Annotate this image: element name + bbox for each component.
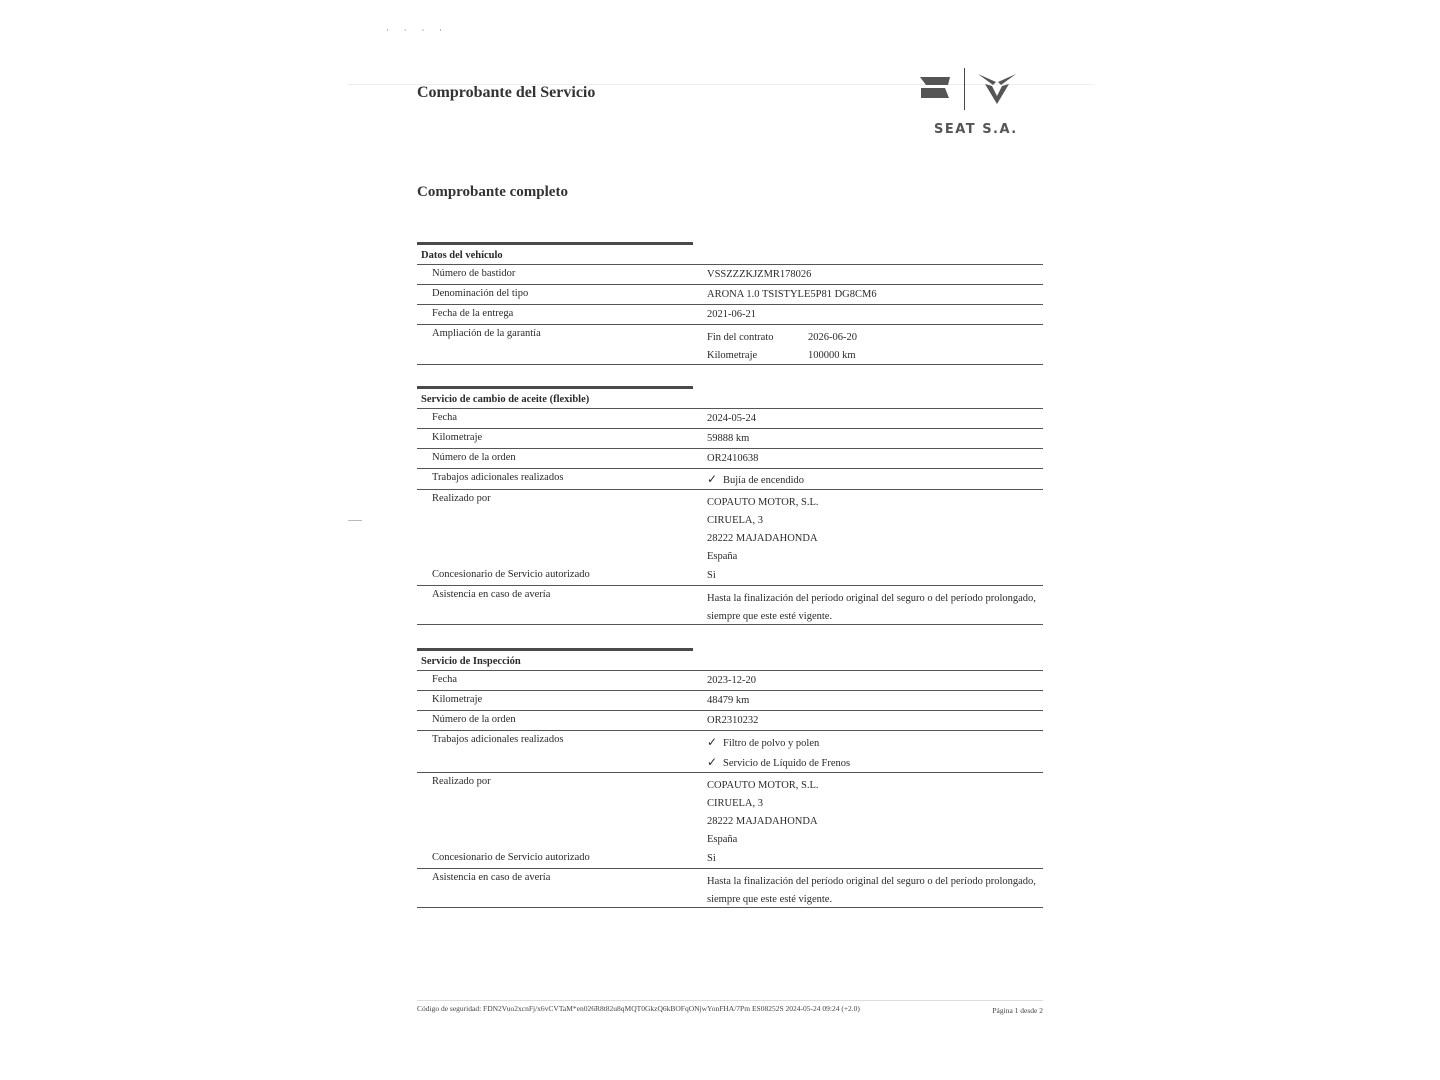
check-icon: ✓ <box>707 472 718 486</box>
type-value: ARONA 1.0 TSISTYLE5P81 DG8CM6 <box>707 289 877 300</box>
type-row <box>417 284 1043 304</box>
insp-km-value: 48479 km <box>707 695 750 706</box>
page-footer <box>417 1004 1043 1013</box>
extra-item: ✓ Filtro de polvo y polen <box>707 733 1043 754</box>
oil-extras-label: Trabajos adicionales realizados <box>432 472 564 483</box>
oil-date-value: 2024-05-24 <box>707 413 756 424</box>
section-title: Servicio de Inspección <box>421 656 521 667</box>
oil-order-row <box>417 448 1043 468</box>
oil-authorized-label: Concesionario de Servicio autorizado <box>432 569 590 580</box>
insp-date-label: Fecha <box>432 674 458 685</box>
oil-service-section <box>417 386 1043 625</box>
oil-km-row <box>417 428 1043 448</box>
insp-performed-by-row <box>417 772 1043 849</box>
cupra-logo <box>976 72 1018 106</box>
oil-order-label: Número de la orden <box>432 452 516 463</box>
insp-order-label: Número de la orden <box>432 714 516 725</box>
insp-authorized-value: Si <box>707 853 716 864</box>
insp-date-row <box>417 670 1043 690</box>
oil-authorized-value: Si <box>707 570 716 581</box>
dealer-country: España <box>707 551 738 562</box>
dealer-city: 28222 MAJADAHONDA <box>707 816 818 827</box>
security-code: Código de seguridad: FDN2Vuo2xcnFj/x6vCVTaM*en026R8t82u8qMQT0GkzQ6kBOFqONjwYonFHA/7Pm ES08252S 2024-05-24 09:24 (+2.0) <box>417 1004 860 1013</box>
delivery-date-row <box>417 304 1043 324</box>
oil-date-row <box>417 408 1043 428</box>
vehicle-data-section <box>417 242 1043 365</box>
logo-divider <box>964 68 965 110</box>
vin-row <box>417 264 1043 284</box>
dealer-name: COPAUTO MOTOR, S.L. <box>707 780 819 791</box>
insp-authorized-label: Concesionario de Servicio autorizado <box>432 852 590 863</box>
dealer-street: CIRUELA, 3 <box>707 798 763 809</box>
insp-performed-by-label: Realizado por <box>432 776 491 787</box>
oil-km-value: 59888 km <box>707 433 750 444</box>
section-title: Datos del vehículo <box>421 250 503 261</box>
warranty-label: Ampliación de la garantía <box>432 328 541 339</box>
oil-extras-row <box>417 468 1043 489</box>
check-icon: ✓ <box>707 755 718 769</box>
warranty-km-label: Kilometraje <box>707 350 758 361</box>
page-number: Página 1 desde 2 <box>992 1006 1043 1015</box>
insp-assistance-label: Asistencia en caso de avería <box>432 872 551 883</box>
contract-end-label: Fin del contrato <box>707 332 774 343</box>
insp-extras-label: Trabajos adicionales realizados <box>432 734 564 745</box>
oil-km-label: Kilometraje <box>432 432 483 443</box>
brand-name: SEAT S.A. <box>934 122 1018 137</box>
check-icon: ✓ <box>707 735 718 749</box>
dealer-street: CIRUELA, 3 <box>707 515 763 526</box>
oil-date-label: Fecha <box>432 412 458 423</box>
insp-order-value: OR2310232 <box>707 715 759 726</box>
oil-order-value: OR2410638 <box>707 453 759 464</box>
insp-km-label: Kilometraje <box>432 694 483 705</box>
insp-km-row <box>417 690 1043 710</box>
seat-logo <box>918 74 952 104</box>
scan-side-mark <box>348 520 362 521</box>
type-label: Denominación del tipo <box>432 288 529 299</box>
insp-order-row <box>417 710 1043 730</box>
delivery-date-label: Fecha de la entrega <box>432 308 514 319</box>
vin-label: Número de bastidor <box>432 268 516 279</box>
section-title: Servicio de cambio de aceite (flexible) <box>421 394 590 405</box>
oil-performed-by-row <box>417 489 1043 566</box>
insp-assistance-row: Asistencia en caso de avería Hasta la finalización del período original del seguro o del período prolongado, siempre que este esté vigente. <box>417 868 1043 907</box>
document-subtitle: Comprobante completo <box>417 184 568 200</box>
scan-specks: · · · · <box>386 26 449 36</box>
oil-performed-by-label: Realizado por <box>432 493 491 504</box>
extra-item: ✓ Servicio de Líquido de Frenos <box>707 753 1043 772</box>
insp-authorized-row <box>417 849 1043 868</box>
vin-value: VSSZZZKJZMR178026 <box>707 269 812 280</box>
dealer-name: COPAUTO MOTOR, S.L. <box>707 497 819 508</box>
footer-rule <box>417 1000 1043 1001</box>
delivery-date-value: 2021-06-21 <box>707 309 756 320</box>
oil-authorized-row <box>417 566 1043 585</box>
oil-assistance-label: Asistencia en caso de avería <box>432 589 551 600</box>
insp-date-value: 2023-12-20 <box>707 675 756 686</box>
extra-item: ✓ Bujía de encendido <box>707 472 805 486</box>
dealer-city: 28222 MAJADAHONDA <box>707 533 818 544</box>
oil-assistance-row: Asistencia en caso de avería Hasta la finalización del período original del seguro o del período prolongado, siempre que este esté vigente. <box>417 585 1043 624</box>
contract-end-value: 2026-06-20 <box>808 332 857 343</box>
warranty-row <box>417 324 1043 364</box>
warranty-km-value: 100000 km <box>808 350 856 361</box>
dealer-country: España <box>707 834 738 845</box>
page-title: Comprobante del Servicio <box>417 84 596 101</box>
insp-extras-row <box>417 730 1043 772</box>
inspection-section <box>417 648 1043 908</box>
